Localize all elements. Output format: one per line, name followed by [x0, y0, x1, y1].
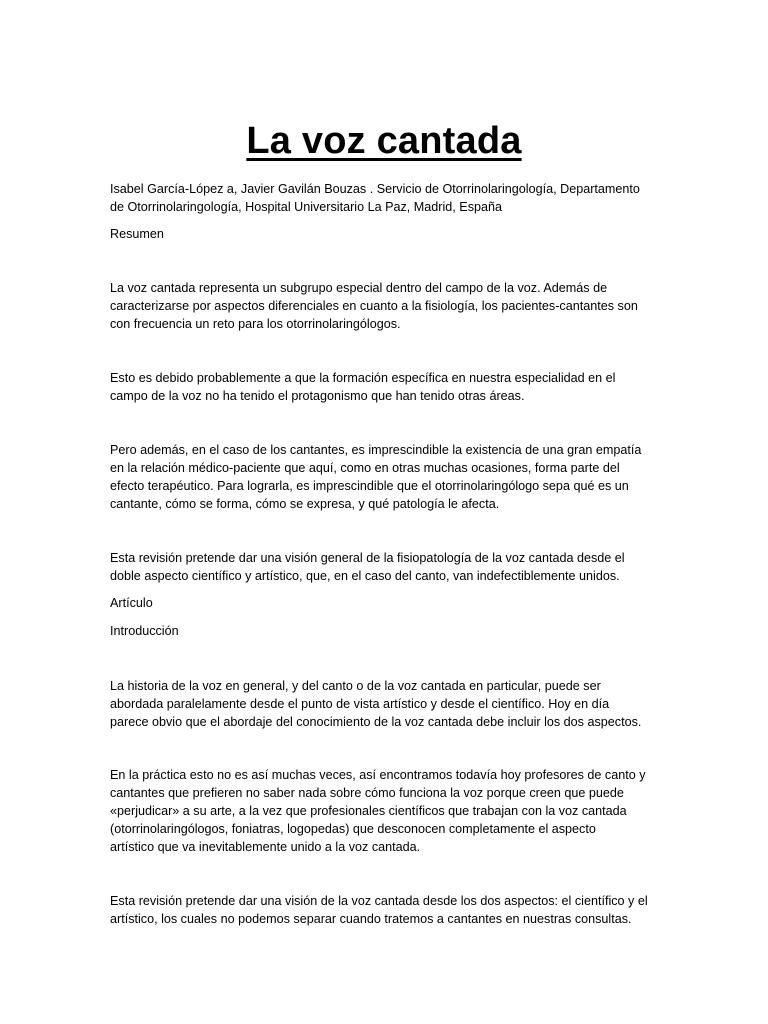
paragraph-line: En la práctica esto no es así muchas veces, así encontramos todavía hoy profesores de canto y [110, 768, 646, 782]
paragraph-line: en la relación médico-paciente que aquí, como en otras muchas ocasiones, forma parte del [110, 461, 620, 475]
paragraph-line: efecto terapéutico. Para lograrla, es imprescindible que el otorrinolaringólogo sepa qué es un [110, 479, 629, 493]
heading-resumen-text: Resumen [110, 227, 164, 241]
paragraph [110, 549, 670, 585]
paragraph [110, 369, 670, 405]
paragraph-line: La historia de la voz en general, y del canto o de la voz cantada en particular, puede ser [110, 679, 601, 693]
heading-introduccion-text: Introducción [110, 624, 179, 638]
authors-line: de Otorrinolaringología, Hospital Universitario La Paz, Madrid, España [110, 200, 503, 214]
paragraph-line: (otorrinolaringólogos, foniatras, logopedas) que desconocen completamente el aspecto [110, 822, 596, 836]
paragraph-line: artístico, los cuales no podemos separar cuando tratemos a cantantes en nuestras consultas. [110, 912, 632, 926]
authors-affiliation [110, 180, 670, 216]
paragraph [110, 441, 670, 513]
paragraph-line: campo de la voz no ha tenido el protagonismo que han tenido otras áreas. [110, 389, 525, 403]
paragraph [110, 279, 670, 333]
paragraph [110, 892, 670, 928]
paragraph [110, 677, 670, 731]
heading-introduccion [110, 622, 670, 640]
authors-line: Isabel García-López a, Javier Gavilán Bouzas . Servicio de Otorrinolaringología, Departamento [110, 182, 640, 196]
heading-resumen [110, 225, 670, 243]
heading-articulo-text: Artículo [110, 596, 153, 610]
paragraph-line: cantante, cómo se forma, cómo se expresa, y qué patología le afecta. [110, 497, 500, 511]
paragraph-line: parece obvio que el abordaje del conocimiento de la voz cantada debe incluir los dos aspectos. [110, 715, 642, 729]
paragraph-line: artístico que va inevitablemente unido a la voz cantada. [110, 840, 421, 854]
heading-articulo [110, 594, 670, 612]
document-title: La voz cantada [246, 120, 522, 162]
paragraph-line: Esta revisión pretende dar una visión general de la fisiopatología de la voz cantada desde el [110, 551, 625, 565]
paragraph-line: cantantes que prefieren no saber nada sobre cómo funciona la voz porque creen que puede [110, 786, 624, 800]
paragraph-line: Esta revisión pretende dar una visión de la voz cantada desde los dos aspectos: el científico y el [110, 894, 648, 908]
paragraph-line: con frecuencia un reto para los otorrinolaringólogos. [110, 317, 401, 331]
paragraph-line: Pero además, en el caso de los cantantes, es imprescindible la existencia de una gran empatía [110, 443, 642, 457]
paragraph-line: «perjudicar» a su arte, a la vez que profesionales científicos que trabajan con la voz cantada [110, 804, 627, 818]
paragraph-line: doble aspecto científico y artístico, que, en el caso del canto, van indefectiblemente unidos. [110, 569, 620, 583]
paragraph [110, 766, 670, 856]
paragraph-line: Esto es debido probablemente a que la formación específica en nuestra especialidad en el [110, 371, 616, 385]
paragraph-line: abordada paralelamente desde el punto de vista artístico y desde el científico. Hoy en día [110, 697, 610, 711]
paragraph-line: La voz cantada representa un subgrupo especial dentro del campo de la voz. Además de [110, 281, 608, 295]
paragraph-line: caracterizarse por aspectos diferenciales en cuanto a la fisiología, los pacientes-cantantes son [110, 299, 638, 313]
